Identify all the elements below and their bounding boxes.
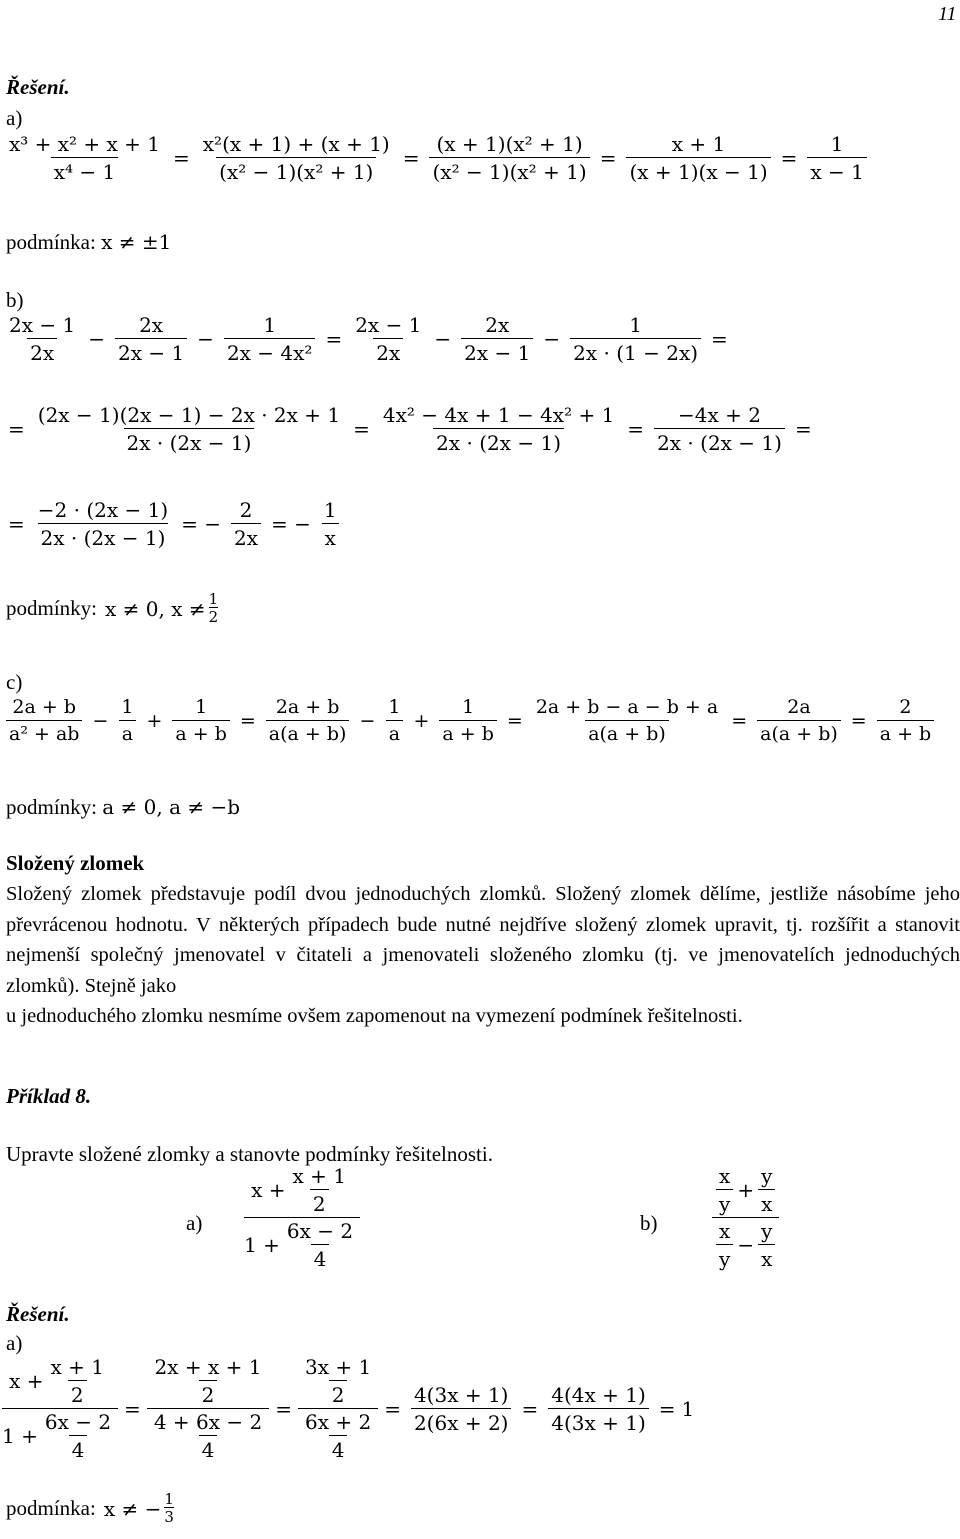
fraction: $\frac{1}{\text{2x − 4x²}}$ — [224, 315, 316, 363]
example-title: Příklad 8. — [6, 1084, 92, 1108]
fraction: $\frac{2x}{2x - 1}$ — [115, 315, 187, 363]
fraction: $\frac{x}{y}$ — [716, 1166, 733, 1214]
fraction: $\frac{1}{2x \cdot (1 - 2x)}$ — [570, 315, 701, 363]
solution-heading-2: Řešení. — [6, 1302, 70, 1326]
task-b-label: b) — [640, 1211, 658, 1235]
fraction: $\frac{2a}{a(a + b)}$ — [757, 698, 841, 744]
fraction: $\frac{2x}{2x - 1}$ — [461, 315, 533, 363]
part-c-label: c) — [6, 670, 23, 694]
task-a-label: a) — [186, 1211, 203, 1235]
fraction: $\frac{4(3x + 1)}{2(6x + 2)}$ — [411, 1385, 512, 1433]
equation-c: $\frac{2a + b}{\text{a² + ab}}$ − $\frac{1}{a}$ + $\frac{1}{a + b}$ = $\frac{2a + b}{a(a + b)}$ − $\frac{1}{a}$ + $\frac{1}{a + b}$ = $\frac{2a + b - a - b + a}{a(a + b)}$ = $\frac{2a}{a(a + b)}$ = $\frac{2}{a + b}$ — [2, 698, 938, 744]
fraction: $\frac{y}{x}$ — [758, 1166, 775, 1214]
fraction: $\frac{1}{x}$ — [321, 500, 340, 548]
page-number: 11 — [938, 3, 957, 25]
fraction: $\frac{2x - 1}{2x}$ — [355, 313, 422, 365]
fraction: $\frac{2x - 1}{2x}$ — [9, 313, 76, 365]
equation-b-line3: = $\frac{-2 \cdot (2x - 1)}{2x \cdot (2x - 1)}$ = − $\frac{2}{2x}$ = − $\frac{1}{x}$ — [2, 500, 344, 548]
fraction: $\frac{4(4x + 1)}{4(3x + 1)}$ — [548, 1385, 649, 1433]
section-paragraph: Složený zlomek představuje podíl dvou jednoduchých zlomků. Složený zlomek dělíme, jestliže násobíme jeho převrácenou hodnotu. V některých případech bude nutné nejdříve složený zlomek upravit, tj. rozšířit a stanovit nejmenší společný jmenovatel v čitateli a jmenovateli složeného zlomku (tj. ve jmenovatelích jednoduchých zlomků). Stejně jako u jednoduchého zlomku nesmíme ovšem zapomenout na vymezení podmínek řešitelnosti. — [6, 883, 960, 1027]
equation-a: $\frac{\text{x³ + x² + x + 1}}{\text{x⁴ − 1}}$ = $\frac{\text{x²(x + 1) + (x + 1)}}{\text{(x² − 1)(x² + 1)}}$ = $\frac{\text{(x + 1)(x² + 1)}}{\text{(x² − 1)(x² + 1)}}$ = $\frac{x + 1}{(x + 1)(x - 1)}$ = $\frac{1}{x - 1}$ — [2, 134, 871, 182]
fraction: $\frac{1}{3}$ — [164, 1490, 174, 1526]
task-b-compound-fraction: $\frac{x}{y}$ + $\frac{y}{x}$ $\frac{x}{y}$ − $\frac{y}{x}$ — [712, 1166, 779, 1269]
fraction: $\frac{2a + b - a - b + a}{a(a + b)}$ — [535, 696, 719, 745]
condition-solution-a: podmínka: x ≠ − $\frac{1}{3}$ — [6, 1490, 174, 1526]
fraction: $\frac{1}{x - 1}$ — [807, 134, 866, 182]
fraction: $\frac{x + 1}{2}$ — [292, 1164, 346, 1216]
equation-b-line2: = $\frac{(2x - 1)(2x - 1) - 2x \cdot 2x + 1}{2x \cdot (2x - 1)}$ = $\frac{\text{4x² − 4x + 1 − 4x² + 1}}{2x \cdot (2x - 1)}$ = $\frac{-4x + 2}{2x \cdot (2x - 1)}$ = — [8, 403, 812, 455]
fraction: $\frac{\text{4x² − 4x + 1 − 4x² + 1}}{2x \cdot (2x - 1)}$ — [382, 403, 615, 455]
fraction: $\frac{1}{a + b}$ — [172, 698, 230, 744]
solution-a-label: a) — [6, 1331, 23, 1355]
fraction: $\frac{2}{a + b}$ — [877, 698, 935, 744]
condition-b: podmínky: x ≠ 0, x ≠ 1 2 — [6, 590, 219, 626]
fraction: $\frac{\text{x³ + x² + x + 1}}{\text{x⁴ − 1}}$ — [9, 132, 161, 184]
section-title: Složený zlomek — [6, 851, 145, 875]
task-text: Upravte složené zlomky a stanovte podmínky řešitelnosti. — [6, 1142, 493, 1166]
equation-b-line1: $\frac{2x - 1}{2x}$ − $\frac{2x}{2x - 1}$ − $\frac{1}{\text{2x − 4x²}}$ = $\frac{2x - 1}{2x}$ − $\frac{2x}{2x - 1}$ − $\frac{1}{2x \cdot (1 - 2x)}$ = — [2, 315, 734, 363]
fraction: $\frac{1}{a + b}$ — [439, 698, 497, 744]
fraction: 1 2 — [208, 590, 219, 626]
fraction: $\frac{2}{2x}$ — [231, 500, 261, 548]
fraction: $\frac{-4x + 2}{2x \cdot (2x - 1)}$ — [654, 405, 785, 453]
condition-a: podmínka: x ≠ ±1 — [6, 230, 172, 254]
fraction: $\frac{(2x - 1)(2x - 1) - 2x \cdot 2x + 1}{2x \cdot (2x - 1)}$ — [37, 403, 341, 455]
solution-heading: Řešení. — [6, 75, 70, 99]
fraction: $\frac{1}{a}$ — [118, 698, 136, 744]
fraction: $\frac{x}{y}$ — [716, 1221, 733, 1269]
condition-c: podmínky: a ≠ 0, a ≠ −b — [6, 795, 241, 819]
fraction: $\frac{6x - 2}{4}$ — [286, 1219, 354, 1271]
result: 1 — [681, 1396, 695, 1421]
fraction: $\frac{\text{(x + 1)(x² + 1)}}{\text{(x² − 1)(x² + 1)}}$ — [429, 134, 589, 182]
part-b-label: b) — [6, 288, 24, 312]
fraction: $\frac{2a + b}{\text{a² + ab}}$ — [6, 698, 82, 744]
part-a-label: a) — [6, 106, 23, 130]
fraction: $\frac{y}{x}$ — [758, 1221, 775, 1269]
task-a-compound-fraction: x + $\frac{x + 1}{2}$ 1 + $\frac{6x - 2}{4}$ — [244, 1166, 360, 1269]
fraction: $\frac{x + 1}{(x + 1)(x - 1)}$ — [626, 134, 770, 182]
solution-a-equation: x + $\frac{x + 1}{2}$ 1 + $\frac{6x - 2}{4}$ = $\frac{2x + x + 1}{2}$ $\frac{4 + 6x - 2}{4}$ = $\frac{3x + 1}{2}$ $\frac{6x + 2}{4}$ = $\frac{4(3x + 1)}{2(6x + 2)}$ = $\frac{4(4x + 1)}{4(3x + 1)}$ = 1 — [2, 1355, 695, 1462]
fraction: $\frac{1}{a}$ — [385, 698, 403, 744]
fraction: $\frac{-2 \cdot (2x - 1)}{2x \cdot (2x - 1)}$ — [37, 498, 169, 550]
fraction: $\frac{\text{x²(x + 1) + (x + 1)}}{\text{(x² − 1)(x² + 1)}}$ — [202, 132, 390, 184]
fraction: $\frac{2a + b}{a(a + b)}$ — [266, 698, 350, 744]
